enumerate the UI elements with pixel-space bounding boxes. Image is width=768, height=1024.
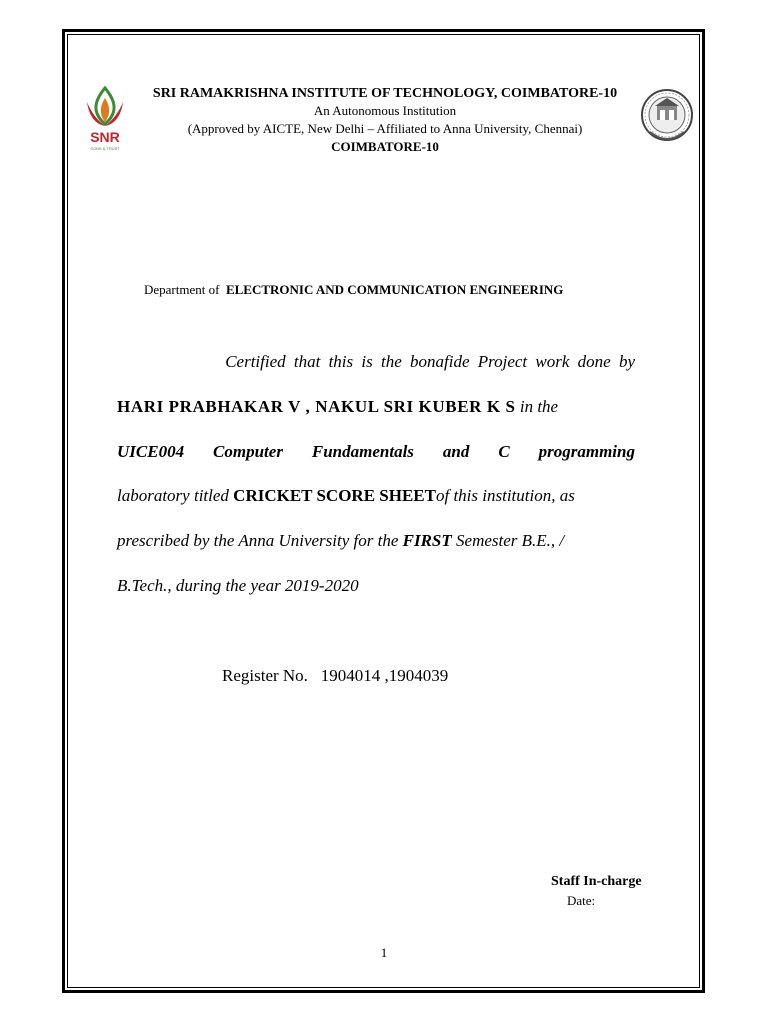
register-numbers: 1904014 ,1904039 [320, 666, 449, 685]
project-title: CRICKET SCORE SHEET [233, 486, 436, 505]
course-word: C [498, 442, 510, 461]
department-line [144, 282, 563, 298]
institute-seal [640, 80, 694, 154]
svg-text:SONS & TRUST: SONS & TRUST [90, 146, 120, 151]
student-names: HARI PRABHAKAR V , NAKUL SRI KUBER K S [117, 397, 516, 416]
course-word: UICE004 [117, 442, 185, 461]
lab-prefix: laboratory titled [117, 486, 229, 505]
institute-name: SRI RAMAKRISHNA INSTITUTE OF TECHNOLOGY, COIMBATORE-10 [152, 86, 618, 101]
logo-text: SNR [90, 129, 120, 145]
date-label: Date: [567, 893, 596, 908]
snr-logo [79, 80, 131, 154]
line5-suffix: Semester B.E., / [456, 531, 565, 550]
institute-subtitle: An Autonomous Institution [313, 103, 457, 118]
lab-suffix: of this institution, as [435, 486, 575, 505]
register-label: Register No. [222, 666, 308, 685]
in-the-text: in the [519, 397, 559, 416]
course-word: and [442, 442, 470, 461]
course-word: programming [538, 442, 635, 461]
department-name: ELECTRONIC AND COMMUNICATION ENGINEERING [225, 282, 564, 297]
approval-line: (Approved by AICTE, New Delhi – Affiliated to Anna University, Chennai) [187, 121, 583, 136]
course-word: Computer [213, 442, 283, 461]
line5-prefix: prescribed by the Anna University for the [117, 531, 399, 550]
certificate-line-5 [117, 531, 635, 551]
course-line [117, 442, 635, 462]
certificate-line-2 [117, 397, 635, 417]
certificate-line-6: B.Tech., during the year 2019-2020 [117, 576, 359, 595]
register-number-line [222, 666, 448, 686]
page-border-inner [67, 34, 700, 988]
course-word: Fundamentals [311, 442, 414, 461]
city-line: COIMBATORE-10 [331, 139, 439, 154]
semester: FIRST [402, 531, 452, 550]
page-number: 1 [380, 945, 388, 960]
certificate-line-1: Certified that this is the bonafide Project work done by [225, 352, 635, 371]
certificate-line-4 [117, 486, 635, 506]
staff-in-charge: Staff In-charge [551, 874, 642, 889]
department-prefix: Department of [144, 282, 220, 297]
